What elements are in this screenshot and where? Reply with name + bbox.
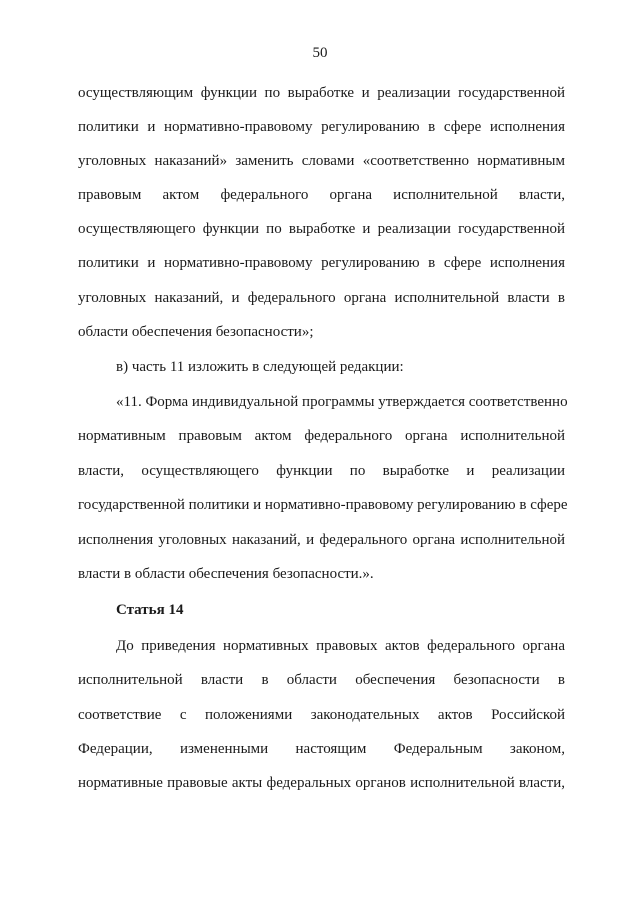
text-line: области обеспечения безопасности»;	[78, 324, 314, 340]
article-heading: Статья 14	[116, 602, 184, 618]
text-line: исполнительной власти в области обеспечения безопасности в	[78, 672, 565, 688]
text-line: политики и нормативно-правовому регулированию в сфере исполнения	[78, 119, 565, 135]
text-line: уголовных наказаний» заменить словами «соответственно нормативным	[78, 153, 565, 169]
text-line: соответствие с положениями законодательных актов Российской	[78, 707, 565, 723]
text-line: власти в области обеспечения безопасности.».	[78, 566, 374, 582]
page-number: 50	[312, 45, 328, 61]
text-line: Федерации, измененными настоящим Федеральным законом,	[78, 741, 565, 757]
text-line: правовым актом федерального органа исполнительной власти,	[78, 187, 565, 203]
text-line: уголовных наказаний, и федерального органа исполнительной власти в	[78, 290, 565, 306]
text-line: нормативным правовым актом федерального органа исполнительной	[78, 428, 565, 444]
text-line: осуществляющим функции по выработке и реализации государственной	[78, 85, 565, 101]
text-line: осуществляющего функции по выработке и реализации государственной	[78, 221, 565, 237]
text-line: политики и нормативно-правовому регулированию в сфере исполнения	[78, 255, 565, 271]
text-line: государственной политики и нормативно-правовому регулированию в сфере	[78, 497, 568, 513]
text-line: нормативные правовые акты федеральных органов исполнительной власти,	[78, 775, 565, 791]
text-line: власти, осуществляющего функции по выработке и реализации	[78, 463, 565, 479]
text-line: в) часть 11 изложить в следующей редакции:	[116, 359, 404, 375]
text-line: «11. Форма индивидуальной программы утверждается соответственно	[116, 394, 568, 410]
text-line: До приведения нормативных правовых актов федерального органа	[116, 638, 565, 654]
text-line: исполнения уголовных наказаний, и федерального органа исполнительной	[78, 532, 565, 548]
